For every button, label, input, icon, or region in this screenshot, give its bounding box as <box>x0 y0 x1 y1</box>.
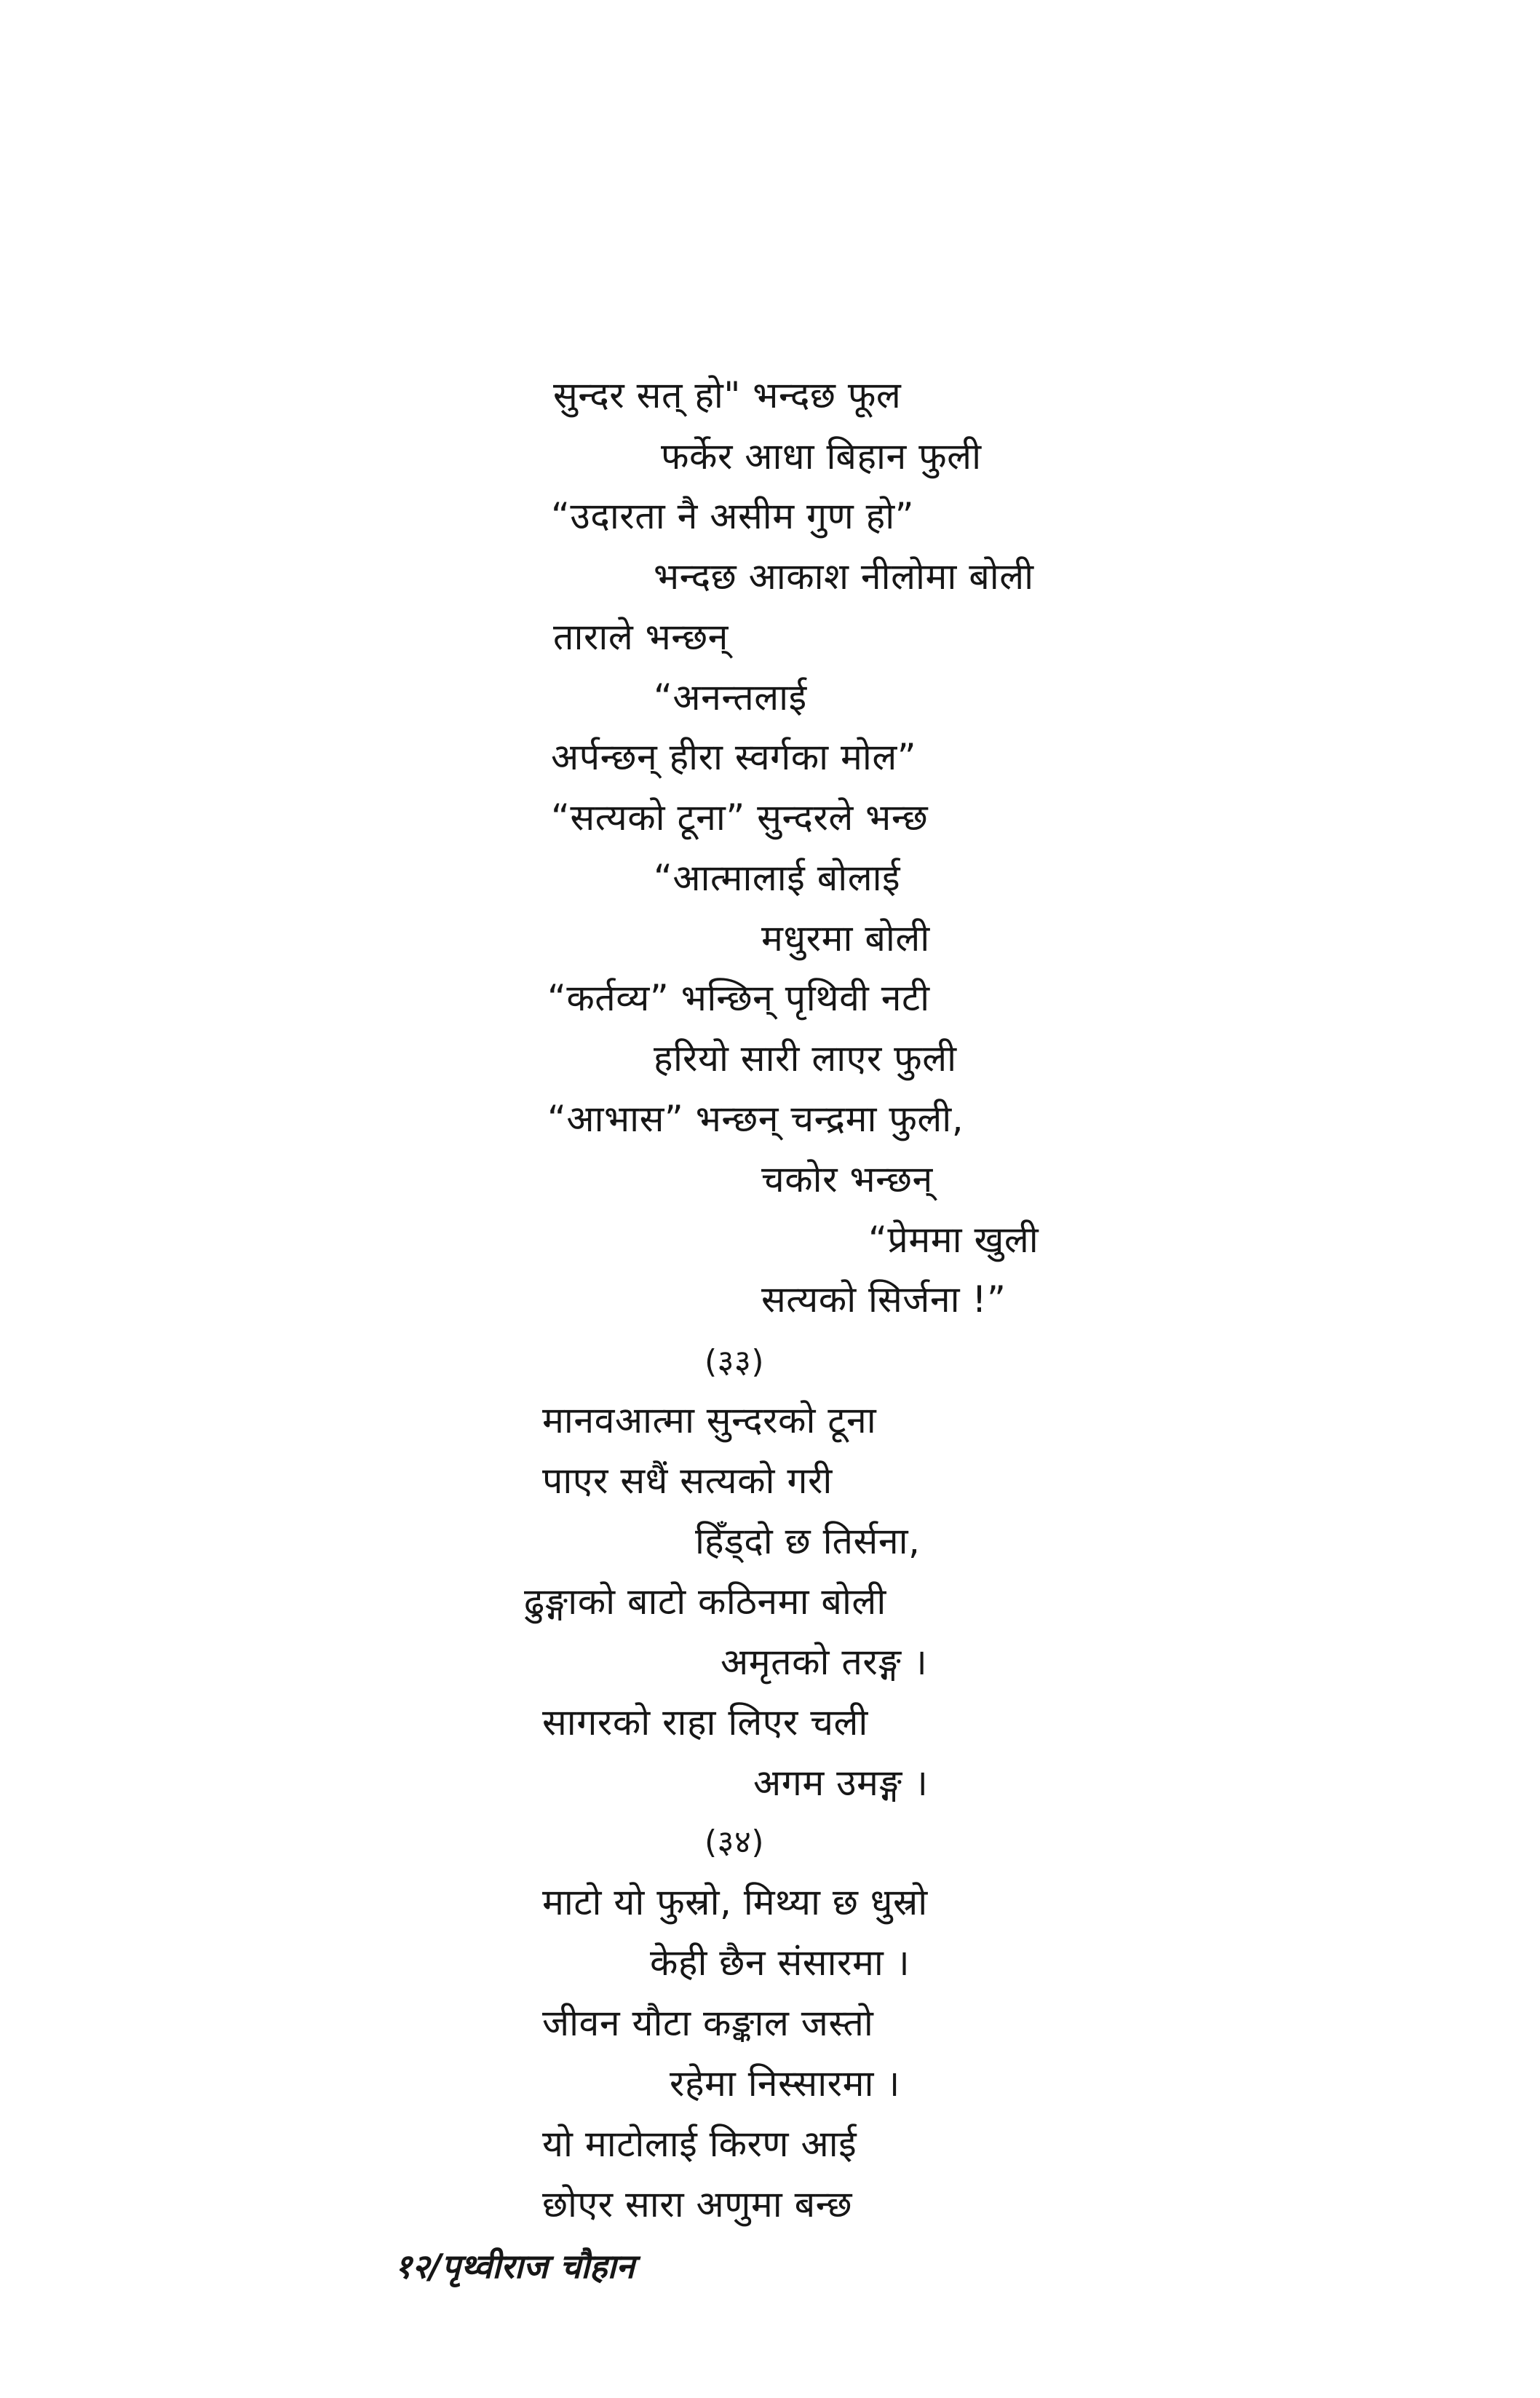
verse-line: “आभास” भन्छन् चन्द्रमा फुली, <box>547 1098 964 1140</box>
verse-line: रहेमा निस्सारमा । <box>670 2062 900 2105</box>
page-footer: १२/पृथ्वीराज चौहान <box>394 2247 635 2286</box>
verse-line: “कर्तव्य” भन्छिन् पृथिवी नटी <box>547 977 930 1019</box>
verse-line: छोएर सारा अणुमा बन्छ <box>542 2183 853 2225</box>
verse-line: “उदारता नै असीम गुण हो” <box>551 495 915 537</box>
verse-line: हिँड्दो छ तिर्सना, <box>695 1520 921 1562</box>
verse-line: चकोर भन्छन् <box>761 1158 933 1200</box>
section-number-33: (३३) <box>704 1343 765 1380</box>
verse-line: सुन्दर सत् हो" भन्दछ फूल <box>553 374 902 416</box>
verse-line: यो माटोलाई किरण आई <box>542 2123 857 2165</box>
verse-line: अमृतको तरङ्ग । <box>721 1641 928 1683</box>
verse-line: “प्रेममा खुली <box>868 1219 1039 1261</box>
verse-line: भन्दछ आकाश नीलोमा बोली <box>654 555 1034 598</box>
verse-line: मधुरमा बोली <box>761 917 930 959</box>
verse-line: “सत्यको टूना” सुन्दरले भन्छ <box>551 796 929 839</box>
verse-line: ढुङ्गाको बाटो कठिनमा बोली <box>524 1580 886 1623</box>
verse-line: केही छैन संसारमा । <box>650 1942 910 1984</box>
verse-line: “अनन्तलाई <box>654 676 807 719</box>
verse-line: जीवन यौटा कङ्काल जस्तो <box>542 2002 874 2044</box>
verse-line: सत्यको सिर्जना !” <box>761 1278 1007 1321</box>
verse-line: अर्पन्छन् हीरा स्वर्गका मोल” <box>551 736 917 778</box>
verse-line: माटो यो फुस्रो, मिथ्या छ धुस्रो <box>542 1881 928 1923</box>
verse-line: ताराले भन्छन् <box>553 616 729 658</box>
verse-line: फर्केर आधा बिहान फुली <box>661 435 982 478</box>
verse-line: मानवआत्मा सुन्दरको टूना <box>542 1399 877 1441</box>
verse-line: अगम उमङ्ग । <box>753 1762 929 1804</box>
verse-line: हरियो सारी लाएर फुली <box>654 1037 957 1080</box>
verse-line: पाएर सधैं सत्यको गरी <box>542 1460 833 1502</box>
verse-line: सागरको राहा लिएर चली <box>542 1701 868 1744</box>
section-number-34: (३४) <box>704 1824 765 1861</box>
verse-line: “आत्मालाई बोलाई <box>654 857 901 899</box>
